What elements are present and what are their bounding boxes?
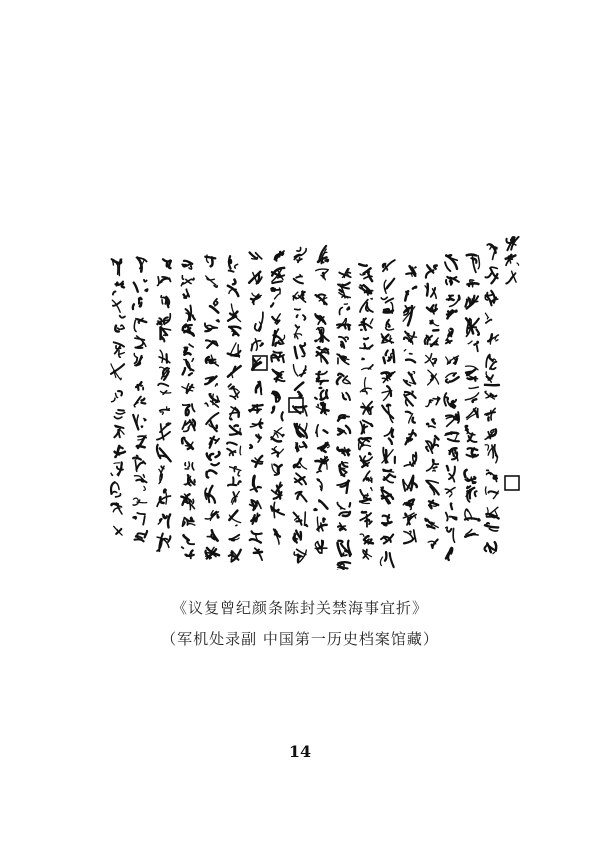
handwritten-character [359, 285, 373, 295]
handwritten-character [338, 541, 351, 556]
handwritten-character [359, 318, 373, 330]
handwritten-character [231, 491, 239, 504]
handwritten-character [249, 272, 262, 284]
handwritten-character [485, 429, 496, 439]
handwritten-character [181, 494, 194, 510]
handwritten-character [158, 277, 171, 286]
handwritten-character [273, 329, 285, 346]
handwritten-character [403, 476, 417, 491]
handwritten-character [206, 340, 218, 347]
handwritten-character [382, 448, 395, 463]
handwritten-character [205, 394, 219, 407]
handwritten-character [227, 443, 241, 456]
handwritten-character [316, 456, 329, 472]
handwritten-character [382, 386, 392, 400]
handwritten-character [316, 403, 328, 415]
handwritten-character [251, 513, 259, 524]
handwritten-character [425, 284, 436, 299]
handwritten-character [317, 479, 322, 491]
handwritten-character [294, 549, 306, 562]
handwritten-character [337, 562, 350, 570]
handwritten-character [315, 327, 329, 341]
handwritten-character [206, 355, 218, 366]
handwritten-character [403, 513, 416, 525]
handwritten-character [339, 462, 348, 476]
handwritten-character [427, 460, 439, 472]
handwritten-character [315, 540, 327, 553]
handwritten-character [381, 334, 393, 343]
page-number: 14 [288, 742, 312, 761]
handwritten-character [134, 318, 146, 331]
handwritten-character [228, 467, 241, 486]
handwritten-character [382, 515, 391, 526]
handwritten-character [229, 256, 238, 272]
handwritten-character [426, 397, 440, 407]
handwritten-character [230, 425, 241, 434]
handwritten-character [229, 327, 240, 336]
handwritten-character [383, 260, 395, 271]
handwritten-character [295, 309, 306, 320]
handwritten-character [114, 426, 124, 438]
handwritten-character [135, 336, 146, 348]
handwritten-character [404, 372, 416, 386]
figure-caption-source: （军机处录副 中国第一历史档案馆藏） [161, 630, 439, 648]
handwritten-character [360, 338, 373, 349]
handwritten-character [163, 259, 171, 268]
handwritten-character [403, 500, 414, 510]
handwritten-character [295, 383, 303, 398]
handwritten-character [337, 354, 349, 364]
handwritten-character [294, 325, 302, 339]
handwritten-character [182, 261, 192, 269]
handwritten-character [161, 327, 171, 341]
handwritten-character [158, 515, 170, 528]
handwritten-character [384, 428, 393, 444]
handwritten-character [250, 419, 262, 428]
handwritten-character [360, 488, 372, 504]
handwritten-character [318, 246, 328, 264]
handwritten-character [468, 280, 479, 287]
handwritten-character [206, 276, 218, 287]
handwritten-character [429, 501, 438, 509]
seal-mark [505, 476, 519, 490]
handwritten-character [446, 373, 459, 383]
handwritten-character [465, 366, 478, 381]
handwritten-character [157, 445, 171, 462]
handwritten-character [338, 283, 350, 298]
handwritten-character [446, 277, 459, 285]
handwritten-character [488, 334, 498, 344]
handwritten-character [228, 366, 241, 377]
handwritten-character [446, 527, 455, 542]
handwritten-character [251, 293, 261, 304]
handwritten-character [205, 511, 218, 521]
handwritten-character [465, 509, 480, 521]
handwritten-character [445, 255, 457, 271]
handwritten-character [317, 517, 326, 532]
handwritten-character [338, 523, 346, 531]
handwritten-character [467, 255, 480, 273]
handwritten-character [250, 500, 261, 510]
handwritten-character [403, 306, 415, 326]
handwritten-character [272, 314, 280, 324]
handwritten-character [133, 298, 142, 309]
handwritten-character [133, 456, 145, 472]
handwritten-character [182, 518, 195, 527]
handwritten-character [446, 548, 452, 560]
handwritten-character [315, 388, 327, 400]
handwritten-character [449, 448, 458, 461]
handwritten-character [467, 408, 479, 420]
handwritten-character [250, 253, 262, 260]
handwritten-character [363, 550, 372, 560]
handwritten-character [338, 426, 350, 435]
handwritten-character [506, 237, 518, 250]
handwritten-character [254, 548, 262, 560]
handwritten-character [159, 466, 164, 484]
handwritten-character [182, 438, 193, 450]
handwritten-character [206, 413, 218, 431]
handwritten-character [296, 442, 307, 451]
handwritten-character [425, 519, 438, 529]
handwritten-character [446, 329, 453, 344]
handwritten-character [425, 336, 439, 347]
handwritten-character [339, 269, 350, 278]
handwritten-character [485, 542, 497, 553]
handwritten-character [485, 372, 499, 385]
handwritten-character [295, 343, 305, 358]
handwritten-character [160, 407, 170, 415]
handwritten-character [382, 372, 395, 383]
handwritten-character [485, 313, 491, 323]
handwritten-character [210, 437, 219, 448]
handwritten-character [274, 529, 280, 544]
handwritten-character [115, 446, 125, 457]
handwritten-character [293, 531, 301, 543]
handwritten-character [465, 426, 476, 442]
handwritten-character [228, 343, 241, 357]
handwritten-character [205, 255, 215, 266]
handwritten-character [250, 476, 261, 492]
handwritten-character [182, 535, 195, 548]
handwritten-character [318, 443, 329, 452]
handwritten-character [111, 364, 124, 380]
handwritten-character [207, 530, 217, 541]
handwritten-character [360, 534, 373, 544]
handwritten-character [506, 255, 519, 265]
handwritten-character [272, 464, 282, 475]
handwritten-character [487, 244, 497, 259]
handwritten-character [157, 534, 170, 552]
handwritten-character [114, 342, 125, 357]
handwritten-character [160, 367, 170, 380]
handwritten-character [185, 462, 194, 470]
handwritten-manuscript-image [100, 225, 525, 570]
handwritten-character [183, 404, 195, 415]
handwritten-character [112, 259, 122, 275]
handwritten-character [183, 358, 194, 375]
handwritten-character [157, 423, 170, 440]
handwritten-character [272, 482, 283, 498]
handwritten-character [338, 415, 349, 421]
handwritten-character [294, 275, 303, 284]
handwritten-character [295, 423, 307, 437]
handwritten-character [133, 498, 147, 505]
handwritten-character [134, 397, 145, 407]
handwritten-character [466, 486, 477, 502]
handwritten-character [255, 312, 263, 331]
handwritten-character [161, 296, 169, 308]
figure-caption-title: 《议复曾纪颜条陈封关禁海事宜折》 [171, 599, 428, 617]
handwritten-character [465, 296, 478, 309]
handwritten-character [314, 500, 327, 510]
handwritten-character [316, 294, 327, 304]
handwritten-character [134, 475, 146, 491]
handwritten-character [406, 430, 416, 444]
handwritten-character [445, 432, 459, 441]
handwritten-character [136, 382, 143, 390]
handwritten-character [137, 435, 146, 448]
handwritten-character [157, 490, 170, 507]
handwritten-character [485, 391, 496, 399]
handwritten-character [114, 526, 122, 535]
handwritten-character [362, 358, 373, 369]
handwritten-character [295, 473, 307, 484]
handwritten-character [337, 374, 350, 384]
handwritten-character [115, 325, 124, 331]
handwritten-character [205, 486, 215, 503]
handwritten-character [207, 452, 220, 465]
handwritten-character [111, 462, 123, 475]
handwritten-character [133, 513, 145, 525]
handwritten-character [230, 407, 240, 420]
handwritten-character [360, 453, 372, 467]
handwritten-character [381, 297, 393, 313]
handwritten-character [337, 319, 350, 330]
handwritten-character [485, 523, 498, 531]
handwritten-character [272, 447, 284, 457]
handwritten-character [446, 504, 457, 521]
handwritten-character [294, 459, 307, 469]
handwritten-character [316, 425, 328, 437]
handwritten-character [159, 350, 170, 363]
handwritten-character [425, 354, 436, 367]
handwritten-character [337, 448, 349, 456]
handwritten-character [360, 378, 371, 394]
handwritten-character [250, 531, 262, 542]
handwritten-character [404, 530, 416, 543]
handwritten-character [426, 265, 437, 278]
handwritten-character [485, 445, 497, 463]
handwritten-character [404, 453, 416, 467]
handwritten-character [468, 341, 478, 351]
handwritten-character [444, 393, 456, 408]
handwritten-character [380, 552, 393, 567]
handwritten-character [486, 355, 496, 370]
handwritten-character [447, 295, 460, 306]
handwritten-character [272, 407, 283, 421]
handwritten-character [406, 266, 416, 276]
handwritten-character [134, 354, 142, 366]
handwritten-character [293, 291, 305, 302]
handwritten-character [229, 535, 239, 540]
handwritten-character [337, 481, 349, 494]
handwritten-character [186, 306, 195, 322]
handwritten-character [182, 384, 194, 394]
handwritten-character [386, 320, 394, 330]
handwritten-character [157, 314, 170, 325]
handwritten-character [487, 470, 497, 481]
handwritten-character [229, 550, 241, 562]
handwritten-character [229, 511, 240, 526]
handwritten-character [205, 547, 219, 559]
handwritten-character [293, 406, 307, 416]
handwritten-character [405, 287, 416, 301]
handwritten-character [271, 502, 284, 517]
handwritten-character [112, 391, 122, 402]
handwritten-character [485, 408, 495, 420]
handwritten-character [205, 376, 217, 386]
handwritten-character [228, 280, 239, 297]
handwritten-character [384, 350, 395, 363]
handwritten-character [404, 391, 415, 406]
handwritten-character [446, 412, 459, 426]
handwritten-character [446, 356, 459, 364]
handwritten-character [427, 419, 435, 427]
handwritten-character [404, 332, 417, 345]
handwritten-character [426, 436, 439, 453]
handwritten-character [315, 314, 325, 324]
handwritten-character [228, 304, 241, 321]
handwritten-character [383, 470, 395, 483]
handwritten-character [294, 247, 306, 262]
handwritten-character [384, 279, 394, 294]
handwritten-character [271, 428, 284, 442]
handwritten-character [112, 300, 125, 317]
handwritten-character [182, 420, 195, 432]
handwritten-character [382, 405, 393, 423]
handwritten-character [134, 280, 148, 292]
handwritten-character [337, 503, 350, 516]
handwritten-character [133, 415, 146, 430]
handwritten-character [137, 258, 147, 272]
handwritten-character [445, 488, 455, 497]
handwritten-character [182, 325, 194, 336]
handwritten-character [485, 267, 497, 283]
handwritten-character [339, 304, 349, 315]
handwritten-character [293, 365, 306, 377]
handwritten-character [364, 471, 372, 482]
handwritten-character [362, 402, 373, 415]
handwritten-character [206, 470, 216, 477]
handwritten-character [486, 507, 498, 518]
handwritten-character [428, 540, 438, 549]
handwritten-character [359, 438, 371, 450]
handwritten-character [381, 487, 393, 504]
handwritten-character [466, 318, 479, 336]
handwritten-character [316, 372, 328, 385]
handwritten-character [272, 369, 284, 381]
handwritten-character [485, 291, 497, 306]
handwritten-character [249, 405, 263, 413]
handwritten-character [271, 288, 280, 307]
handwritten-character [381, 535, 393, 544]
handwritten-character [447, 310, 456, 318]
handwritten-character [427, 305, 437, 314]
handwritten-character [181, 276, 194, 286]
handwritten-character [114, 410, 125, 419]
handwritten-character [360, 299, 373, 312]
handwritten-character [113, 282, 124, 295]
handwritten-character [316, 347, 328, 363]
handwritten-character [447, 466, 455, 482]
handwritten-character [158, 384, 171, 395]
handwritten-character [228, 384, 239, 399]
handwritten-character [404, 350, 415, 363]
handwritten-character [506, 271, 516, 283]
handwritten-character [275, 251, 284, 261]
handwritten-character [111, 482, 120, 497]
handwritten-character [256, 382, 262, 395]
handwritten-character [271, 352, 284, 363]
handwritten-character [465, 387, 478, 402]
handwritten-character [485, 487, 498, 499]
handwritten-character [251, 339, 262, 351]
handwritten-character [252, 456, 263, 467]
handwritten-character [184, 344, 193, 355]
handwritten-character [272, 392, 280, 402]
handwritten-character [430, 321, 439, 331]
handwritten-character [184, 289, 190, 298]
handwritten-character [184, 475, 195, 485]
handwritten-character [250, 434, 261, 448]
handwritten-character [465, 529, 478, 536]
handwritten-character [135, 531, 148, 541]
handwritten-character [359, 264, 372, 281]
handwritten-character [428, 370, 439, 385]
handwritten-character [467, 448, 479, 458]
handwritten-character [360, 420, 372, 433]
handwritten-character [339, 337, 348, 348]
handwritten-character [210, 299, 218, 313]
handwritten-character [296, 492, 307, 502]
handwritten-character [464, 470, 475, 483]
handwritten-character [185, 550, 194, 558]
handwritten-character [360, 512, 371, 527]
handwritten-character [426, 481, 439, 495]
handwritten-character [406, 412, 415, 423]
handwritten-character [316, 269, 329, 280]
handwritten-character [205, 320, 219, 332]
handwritten-character [272, 268, 284, 283]
handwritten-character [294, 512, 308, 526]
handwritten-character [342, 393, 350, 400]
handwritten-character [111, 503, 122, 514]
